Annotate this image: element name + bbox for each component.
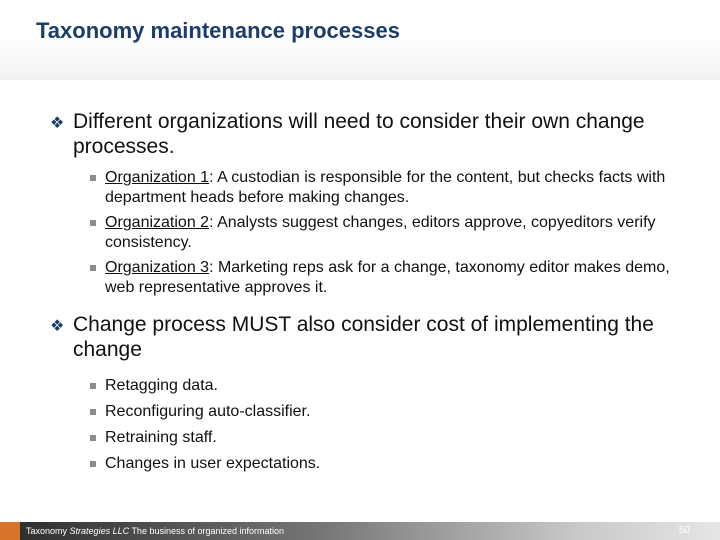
square-bullet-icon (90, 265, 96, 271)
slide-content (50, 109, 700, 474)
sub-bullet (50, 213, 700, 253)
sub-bullet-text: : Analysts suggest changes, editors approve, copyeditors verify consistency. (105, 214, 656, 251)
bullet-2 (50, 312, 700, 362)
bullet-1-text: Different organizations will need to consider their own change processes. (73, 110, 645, 158)
square-bullet-icon (90, 409, 96, 415)
sub-bullet-text: : Marketing reps ask for a change, taxonomy editor makes demo, web representative approves it. (105, 259, 670, 296)
sub-bullet (50, 376, 700, 396)
page-number: 50 (678, 525, 690, 536)
sub-bullet-text: Reconfiguring auto-classifier. (105, 403, 311, 420)
sub-bullet-text: Changes in user expectations. (105, 455, 321, 472)
sub-bullet-text: Retagging data. (105, 377, 218, 394)
sub-bullet-text: : A custodian is responsible for the content, but checks facts with department heads before making changes. (105, 169, 666, 206)
bullet-1 (50, 109, 700, 159)
organization-label: Organization 2 (105, 214, 210, 231)
diamond-bullet-icon: ❖ (50, 318, 65, 335)
organization-label: Organization 1 (105, 169, 210, 186)
sub-bullet (50, 168, 700, 208)
square-bullet-icon (90, 220, 96, 226)
footer-tagline: The business of organized information (131, 526, 285, 536)
footer-bar (0, 522, 720, 540)
slide-title: Taxonomy maintenance processes (36, 18, 400, 43)
square-bullet-icon (90, 435, 96, 441)
footer-company: Taxonomy (26, 526, 68, 536)
sub-bullet (50, 258, 700, 298)
footer-text (26, 526, 284, 536)
sub-bullet (50, 454, 700, 474)
square-bullet-icon (90, 383, 96, 389)
square-bullet-icon (90, 461, 96, 467)
sub-bullet (50, 402, 700, 422)
square-bullet-icon (90, 175, 96, 181)
sub-bullet (50, 428, 700, 448)
sub-bullet-text: Retraining staff. (105, 429, 217, 446)
footer-company-italic: Strategies LLC (69, 526, 130, 536)
company-logo-icon (0, 522, 20, 540)
diamond-bullet-icon: ❖ (50, 115, 65, 132)
bullet-2-text: Change process MUST also consider cost of implementing the change (73, 313, 654, 361)
organization-label: Organization 3 (105, 259, 210, 276)
